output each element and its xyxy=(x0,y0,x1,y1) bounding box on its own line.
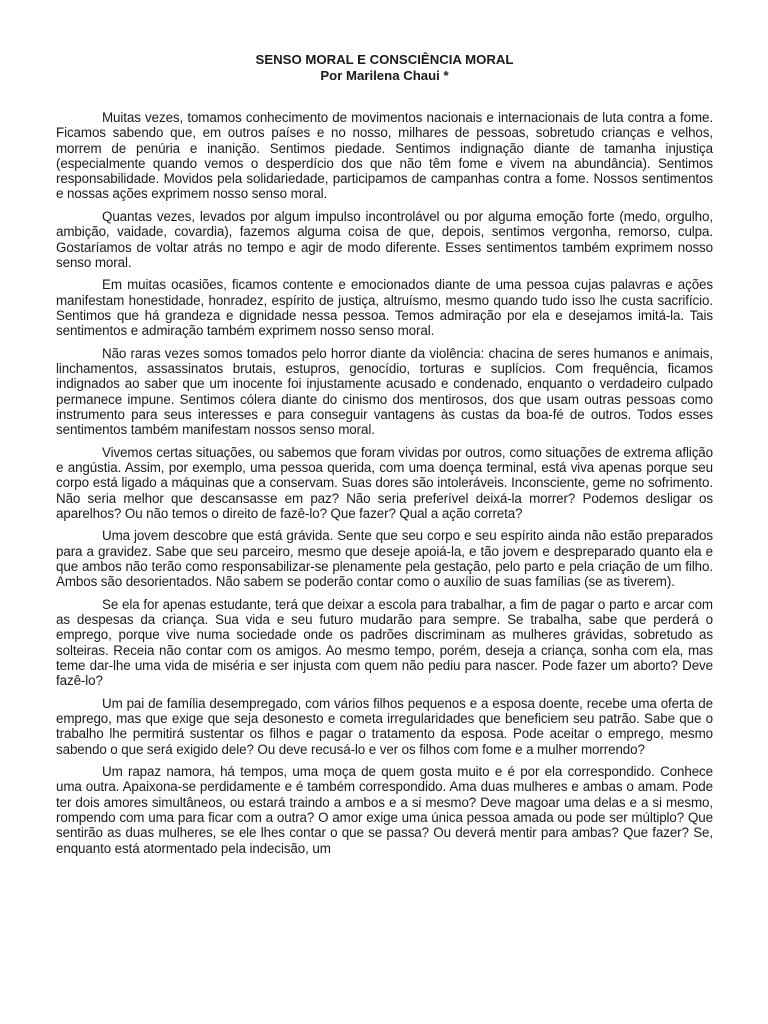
document-title: SENSO MORAL E CONSCIÊNCIA MORAL xyxy=(255,52,514,67)
paragraph: Em muitas ocasiões, ficamos contente e emocionados diante de uma pessoa cujas palavras e ações manifestam honestidade, honradez, espírito de justiça, altruísmo, mesmo quando tudo isso lhe custa sacrifício. Sentimos que há grandeza e dignidade nessa pessoa. Temos admiração por ela e desejamos imitá-la. Tais sentimentos e admiração também exprimem nosso senso moral. xyxy=(56,277,713,339)
document-author: Por Marilena Chaui * xyxy=(320,68,449,83)
paragraph: Se ela for apenas estudante, terá que deixar a escola para trabalhar, a fim de pagar o parto e arcar com as despesas da criança. Sua vida e seu futuro mudarão para sempre. Se trabalha, sabe que perderá o emprego, porque vive numa sociedade onde os padrões discriminam as mulheres grávidas, sobretudo as solteiras. Receia não contar com os amigos. Ao mesmo tempo, porém, deseja a criança, sonha com ela, mas teme dar-lhe uma vida de miséria e ser injusta com quem não pediu para nascer. Pode fazer um aborto? Deve fazê-lo? xyxy=(56,596,713,689)
paragraph: Um rapaz namora, há tempos, uma moça de quem gosta muito e é por ela correspondido. Conhece uma outra. Apaixona-se perdidamente e é também correspondido. Ama duas mulheres e ambas o amam. Pode ter dois amores simultâneos, ou estará traindo a ambos e a si mesmo? Deve magoar uma delas e a si mesmo, rompendo com uma para ficar com a outra? O amor exige uma única pessoa amada ou pode ser múltiplo? Que sentirão as duas mulheres, se ele lhes contar o que se passa? Ou deverá mentir para ambas? Que fazer? Se, enquanto está atormentado pela indecisão, um xyxy=(56,764,713,856)
paragraph: Quantas vezes, levados por algum impulso incontrolável ou por alguma emoção forte (medo, orgulho, ambição, vaidade, covardia), fazemos alguma coisa de que, depois, sentimos vergonha, remorso, culpa. Gostaríamos de voltar atrás no tempo e agir de modo diferente. Esses sentimentos também exprimem nosso senso moral. xyxy=(56,208,713,270)
paragraph: Uma jovem descobre que está grávida. Sente que seu corpo e seu espírito ainda não estão preparados para a gravidez. Sabe que seu parceiro, mesmo que deseje apoiá-la, e tão jovem e despreparado quanto ela e que ambos não terão como responsabilizar-se plenamente pela gestação, pelo parto e pela criação de um filho. Ambos são desorientados. Não sabem se poderão contar como o auxílio de suas famílias (se as tiverem). xyxy=(56,528,713,590)
paragraph: Muitas vezes, tomamos conhecimento de movimentos nacionais e internacionais de luta contra a fome. Ficamos sabendo que, em outros países e no nosso, milhares de pessoas, sobretudo crianças e velhos, morrem de penúria e inanição. Sentimos piedade. Sentimos indignação diante de tamanha injustiça (especialmente quando vemos o desperdício dos que não têm fome e vivem na abundância). Sentimos responsabilidade. Movidos pela solidariedade, participamos de campanhas contra a fome. Nossos sentimentos e nossas ações exprimem nosso senso moral. xyxy=(56,110,713,202)
paragraph: Vivemos certas situações, ou sabemos que foram vividas por outros, como situações de extrema aflição e angústia. Assim, por exemplo, uma pessoa querida, com uma doença terminal, está viva apenas porque seu corpo está ligado a máquinas que a conservam. Suas dores são intoleráveis. Inconsciente, geme no sofrimento. Não seria melhor que descansasse em paz? Não seria preferível deixá-la morrer? Podemos desligar os aparelhos? Ou não temos o direito de fazê-lo? Que fazer? Qual a ação correta? xyxy=(56,444,713,521)
document-page xyxy=(56,52,713,863)
paragraph: Não raras vezes somos tomados pelo horror diante da violência: chacina de seres humanos e animais, linchamentos, assassinatos brutais, estupros, genocídio, torturas e suplícios. Com frequência, ficamos indignados ao saber que um inocente foi injustamente acusado e condenado, enquanto o verdadeiro culpado permanece impune. Sentimos cólera diante do cinismo dos mentirosos, dos que usam outras pessoas como instrumento para seus interesses e para conseguir vantagens às custas da boa-fé de outros. Todos esses sentimentos também manifestam nossos senso moral. xyxy=(56,345,713,438)
paragraph: Um pai de família desempregado, com vários filhos pequenos e a esposa doente, recebe uma oferta de emprego, mas que exige que seja desonesto e cometa irregularidades que beneficiem seu patrão. Sabe que o trabalho lhe permitirá sustentar os filhos e pagar o tratamento da esposa. Pode aceitar o emprego, mesmo sabendo o que será exigido dele? Ou deve recusá-lo e ver os filhos com fome e a mulher morrendo? xyxy=(56,695,713,757)
